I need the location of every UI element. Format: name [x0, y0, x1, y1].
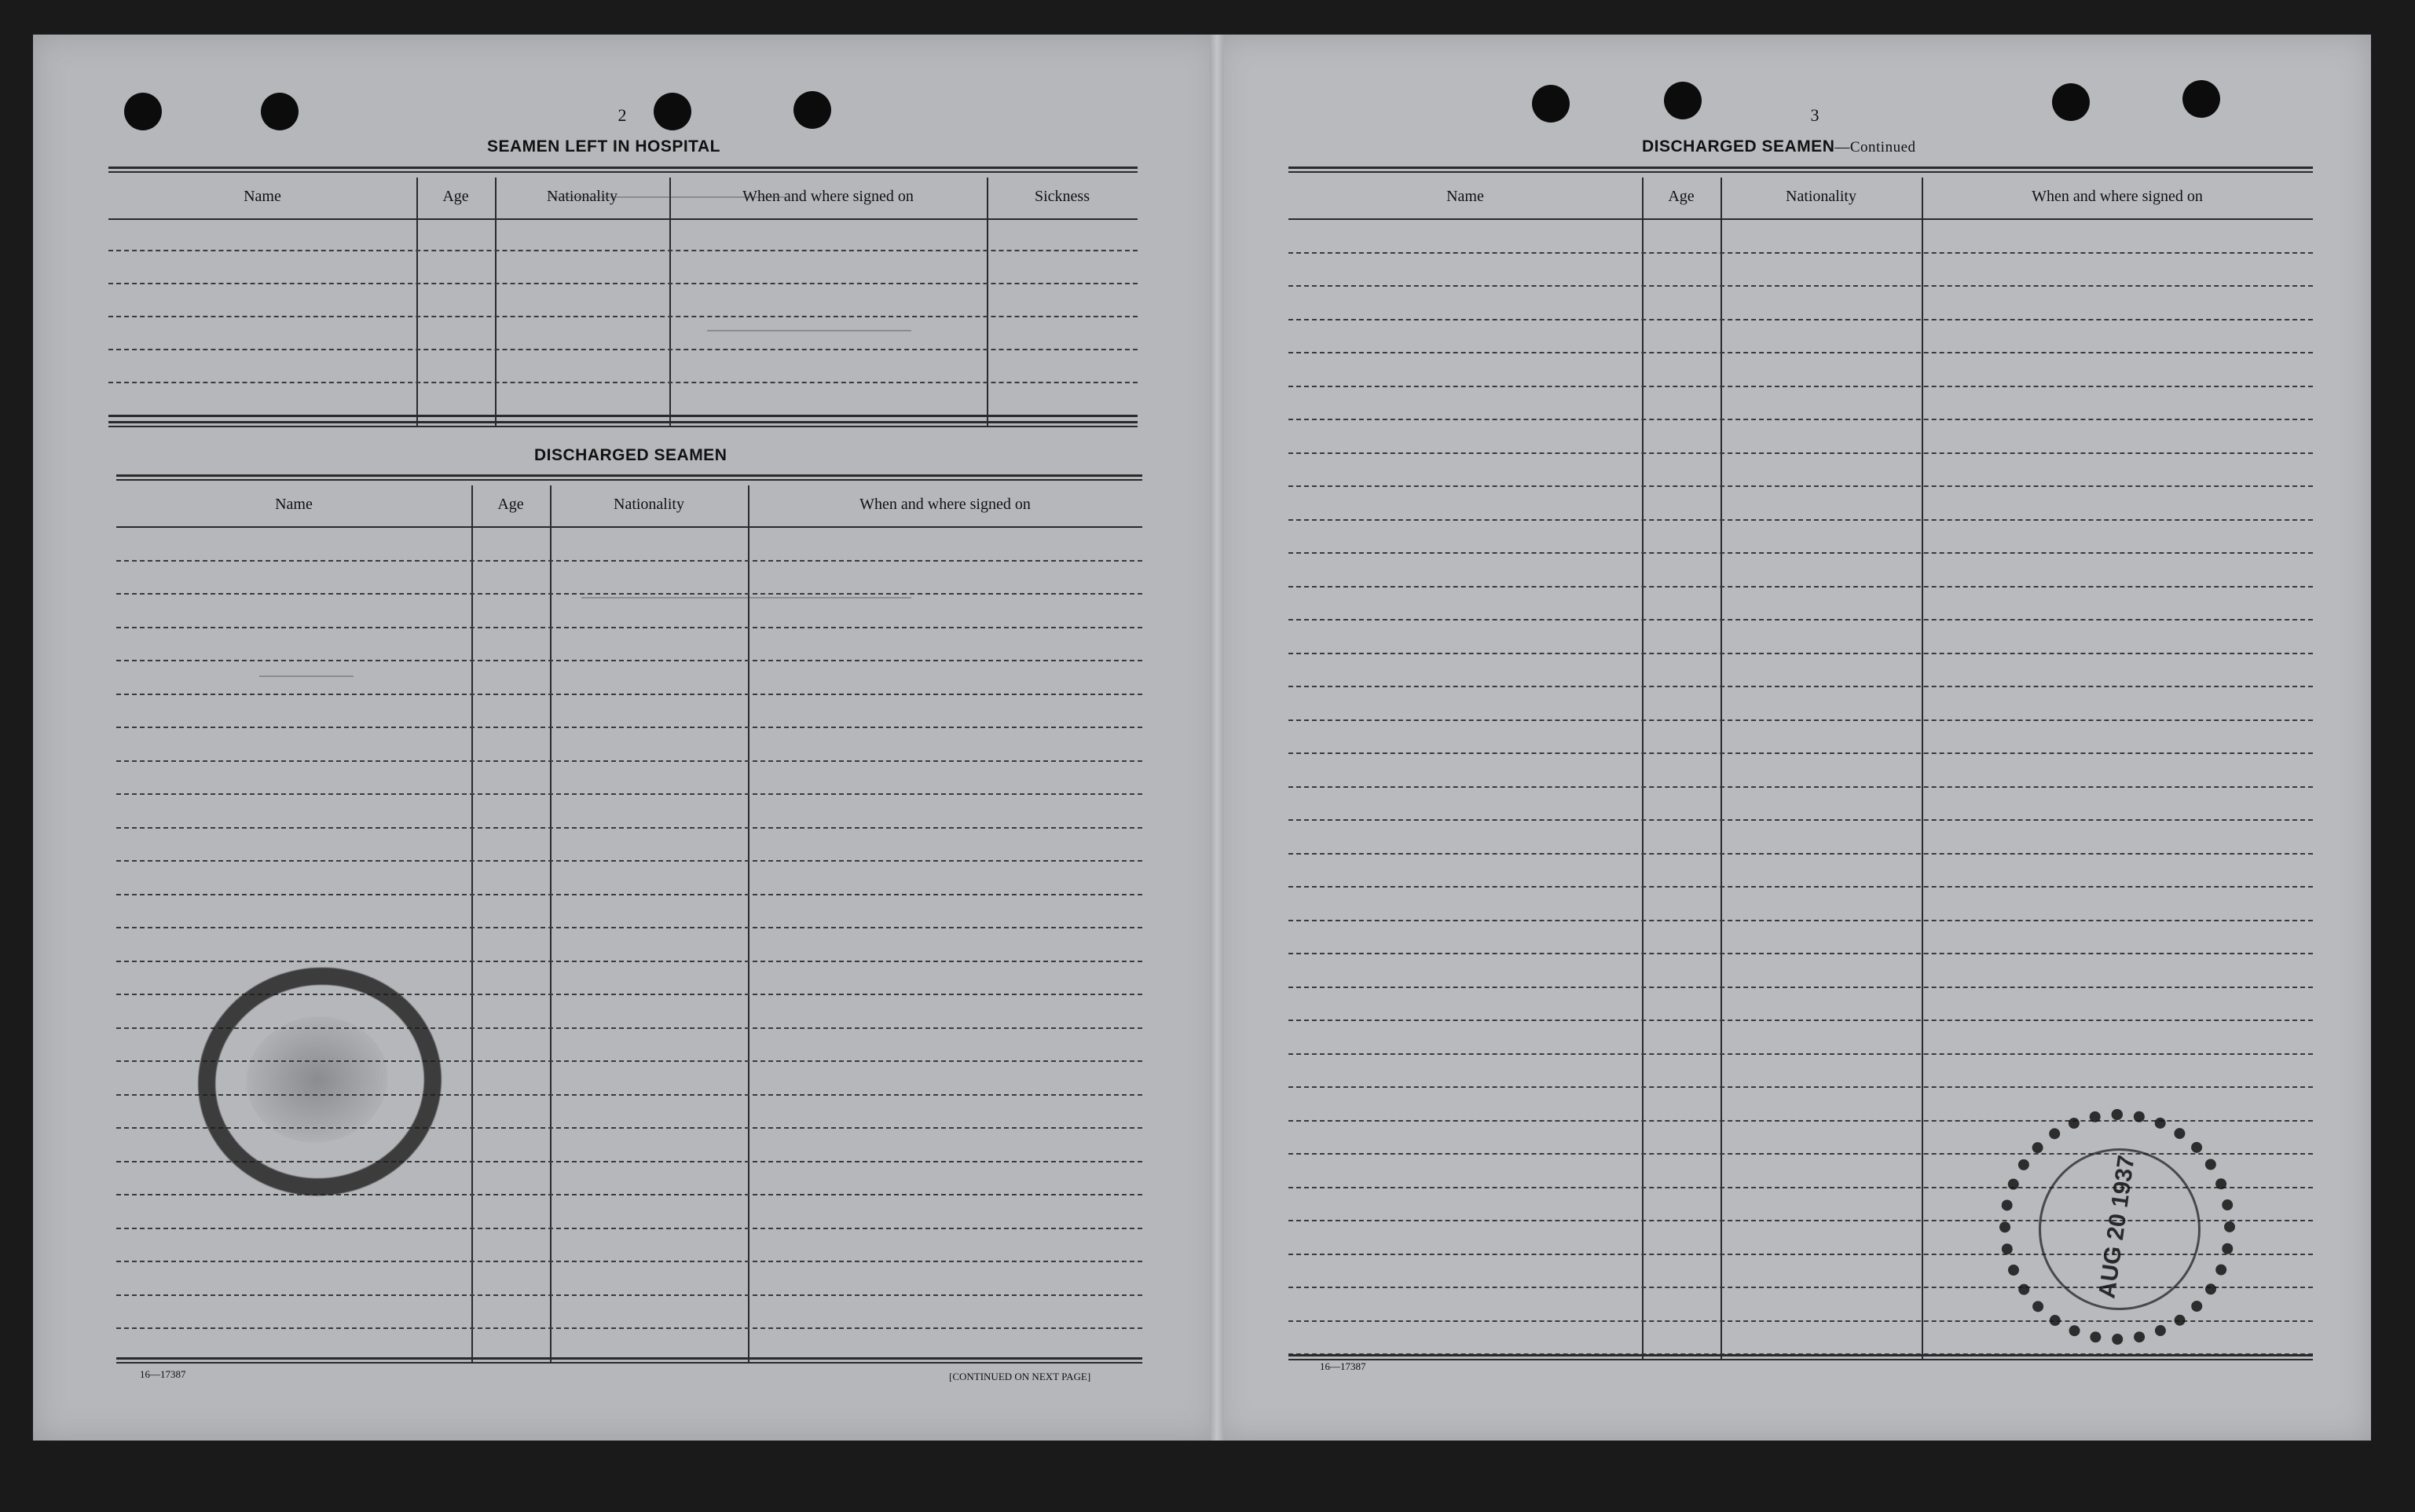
table-row: [116, 760, 1142, 762]
table-row: [1288, 987, 2313, 988]
column-header-signed-on: When and where signed on: [859, 496, 1031, 513]
table-row: [1288, 586, 2313, 588]
page-gutter: [1210, 35, 1224, 1441]
table-row: [116, 827, 1142, 829]
section-title-discharged: DISCHARGED SEAMEN: [534, 446, 727, 464]
table-row: [116, 694, 1142, 695]
table-row: [1288, 886, 2313, 888]
punch-hole: [793, 91, 831, 129]
column-header-nationality: Nationality: [547, 188, 617, 205]
discharged-table-header: [116, 482, 1142, 528]
table-row: [1288, 419, 2313, 420]
table-row: [1288, 953, 2313, 954]
table-row: [1288, 252, 2313, 254]
table-row: [116, 1327, 1142, 1329]
hospital-table: [108, 167, 1138, 426]
punch-hole: [261, 93, 299, 130]
bleed-through-mark: [581, 597, 911, 599]
table-row: [116, 560, 1142, 562]
section-title-discharged-continued: [1642, 137, 1916, 156]
table-row: [1288, 552, 2313, 554]
table-row: [108, 415, 1138, 417]
punch-hole: [1664, 82, 1702, 119]
table-row: [116, 961, 1142, 962]
table-row: [116, 627, 1142, 628]
continued-note: [CONTINUED ON NEXT PAGE]: [949, 1371, 1091, 1382]
column-header-sickness: Sickness: [1035, 188, 1090, 205]
table-row: [116, 894, 1142, 895]
date-stamp: [1999, 1109, 2235, 1345]
table-row: [1288, 285, 2313, 287]
punch-hole: [1532, 85, 1570, 123]
table-row: [1288, 719, 2313, 721]
bleed-through-mark: [550, 196, 786, 198]
column-header-name: Name: [275, 496, 313, 513]
punch-hole: [124, 93, 162, 130]
date-stamp-text: AUG 20 1937: [2094, 1153, 2140, 1301]
table-row: [1288, 452, 2313, 454]
punch-hole: [654, 93, 691, 130]
table-row: [108, 250, 1138, 251]
table-row: [116, 1194, 1142, 1195]
column-header-name: Name: [244, 188, 281, 205]
bleed-through-mark: [707, 330, 911, 331]
table-row: [1288, 386, 2313, 387]
table-row: [116, 727, 1142, 728]
column-header-name: Name: [1446, 188, 1484, 205]
table-row: [1288, 519, 2313, 521]
punch-hole: [2052, 83, 2090, 121]
section-title-suffix: —Continued: [1834, 139, 1916, 156]
table-row: [1288, 786, 2313, 788]
page-number: 3: [1810, 105, 1819, 125]
table-row: [1288, 319, 2313, 320]
discharged-table-rows: [116, 526, 1142, 1364]
column-header-nationality: Nationality: [614, 496, 684, 513]
table-row: [1288, 619, 2313, 621]
table-row: [1288, 1053, 2313, 1055]
table-row: [116, 660, 1142, 661]
form-code: 16—17387: [140, 1368, 186, 1380]
table-row: [116, 1228, 1142, 1229]
punch-hole: [2182, 80, 2220, 118]
column-header-nationality: Nationality: [1786, 188, 1856, 205]
table-row: [116, 1294, 1142, 1296]
table-row: [1288, 752, 2313, 754]
table-row: [1288, 686, 2313, 687]
table-row: [108, 283, 1138, 284]
table-row: [1288, 653, 2313, 654]
page-number: 2: [617, 105, 627, 125]
table-row: [1288, 1020, 2313, 1021]
column-header-signed-on: When and where signed on: [2032, 188, 2203, 205]
hospital-table-rows: [108, 218, 1138, 426]
table-row: [108, 316, 1138, 317]
bleed-through-mark: [259, 675, 354, 677]
table-row: [1288, 352, 2313, 353]
column-header-age: Age: [497, 496, 524, 513]
table-row: [1288, 819, 2313, 821]
table-row: [108, 382, 1138, 383]
table-row: [108, 349, 1138, 350]
table-row: [116, 1261, 1142, 1262]
column-header-signed-on: When and where signed on: [742, 188, 914, 205]
table-row: [1288, 485, 2313, 487]
table-row: [116, 793, 1142, 795]
column-header-age: Age: [1668, 188, 1695, 205]
discharged-continued-table-header: [1288, 174, 2313, 220]
table-row: [116, 593, 1142, 595]
table-row: [1288, 853, 2313, 855]
form-code: 16—17387: [1320, 1360, 1366, 1372]
section-title-hospital: SEAMEN LEFT IN HOSPITAL: [487, 137, 720, 156]
table-row: [116, 860, 1142, 862]
column-header-age: Age: [442, 188, 469, 205]
discharged-table-left: [116, 474, 1142, 1364]
table-row: [1288, 920, 2313, 921]
table-row: [116, 927, 1142, 928]
table-row: [1288, 1086, 2313, 1088]
section-title-text: DISCHARGED SEAMEN: [1642, 137, 1835, 156]
